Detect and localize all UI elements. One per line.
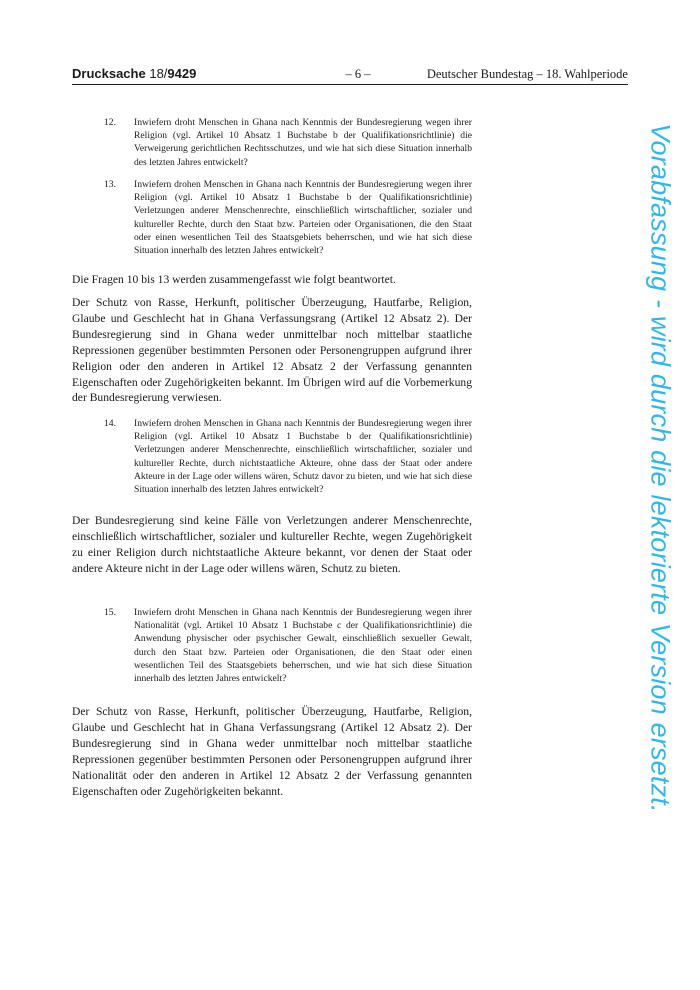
document-id bbox=[72, 66, 196, 81]
publisher: Deutscher Bundestag – 18. Wahlperiode bbox=[426, 67, 628, 81]
page-number: – 6 – bbox=[345, 67, 371, 81]
question-number: 14. bbox=[104, 418, 116, 429]
answer-15: Der Schutz von Rasse, Herkunft, politischer Überzeugung, Hautfarbe, Religion, Glaube und Geschlecht hat in Ghana Verfassungsrang (Artikel 12 Absatz 2). Der Bundesregierung sind in Ghana weder unmittelbar noch mittelbar staatliche Repressionen gegenüber bestimmten Personen oder Personengruppen aufgrund ihrer Nationalität oder den anderen in Artikel 12 Absatz 2 der Verfassung genannten Eigenschaften oder Zugehörigkeiten bekannt. bbox=[72, 705, 472, 798]
question-number: 13. bbox=[104, 179, 116, 190]
answer-10-13: Der Schutz von Rasse, Herkunft, politischer Überzeugung, Hautfarbe, Religion, Glaube und Geschlecht hat in Ghana Verfassungsrang (Artikel 12 Absatz 2). Der Bundesregierung sind in Ghana weder unmittelbar noch mittelbar staatliche Repressionen gegenüber bestimmten Personen oder Personengruppen aufgrund ihrer Religion oder den anderen in Artikel 12 Absatz 2 der Verfassung genannten Eigenschaften oder Zugehörigkeiten bekannt. Im Übrigen wird auf die Vorbemerkung der Bundesregierung verwiesen. bbox=[72, 296, 472, 405]
doc-number-prefix: 18/ bbox=[149, 66, 168, 81]
question-12 bbox=[104, 116, 472, 169]
draft-watermark-text: Vorabfassung - wird durch die lektorierte Version ersetzt. bbox=[645, 123, 676, 813]
question-number: 12. bbox=[104, 117, 116, 128]
question-text: Inwiefern droht Menschen in Ghana nach Kenntnis der Bundesregierung wegen ihrer Nationalität (vgl. Artikel 10 Absatz 1 Buchstabe c der Qualifikationsrichtlinie) die Anwendung physischer oder psychischer Gewalt, einschließlich sexueller Gewalt, durch den Staat bzw. Parteien oder Organisationen, die den Staat oder einen wesentlichen Teil des Staatsgebiets beherrschen, und wie hat sich diese Situation innerhalb des letzten Jahres entwickelt? bbox=[134, 607, 472, 685]
doc-number: 9429 bbox=[167, 66, 197, 81]
answer-14: Der Bundesregierung sind keine Fälle von Verletzungen anderer Menschenrechte, einschließlich wirtschaftlicher, sozialer und kultureller Rechte, wegen Zugehörigkeit zu einer Religion durch nichtstaatliche Akteure bekannt, vor denen der Staat oder andere Akteure nicht in der Lage oder willens wären, Schutz zu bieten. bbox=[72, 514, 472, 575]
question-13 bbox=[104, 178, 472, 257]
question-15 bbox=[104, 606, 472, 685]
question-text: Inwiefern drohen Menschen in Ghana nach Kenntnis der Bundesregierung wegen ihrer Religion (vgl. Artikel 10 Absatz 1 Buchstabe b der Qualifikationsrichtlinie) Verletzungen anderer Menschenrechte, einschließlich wirtschaftlicher, sozialer und kultureller Rechte, durch nichtstaatliche Akteure, ohne dass der Staat oder andere Akteure in der Lage oder willens wären, Schutz davor zu bieten, und wie hat sich diese Situation innerhalb des letzten Jahres entwickelt? bbox=[134, 418, 472, 496]
answer-intro-10-13: Die Fragen 10 bis 13 werden zusammengefasst wie folgt beantwortet. bbox=[72, 273, 396, 286]
question-number: 15. bbox=[104, 607, 116, 618]
page-header bbox=[72, 64, 628, 85]
question-14 bbox=[104, 417, 472, 496]
question-text: Inwiefern drohen Menschen in Ghana nach Kenntnis der Bundesregierung wegen ihrer Religion (vgl. Artikel 10 Absatz 1 Buchstabe b der Qualifikationsrichtlinie) Verletzungen anderer Menschenrechte, einschließlich wirtschaftlicher, sozialer und kultureller Rechte, durch den Staat bzw. Parteien oder Organisationen, die den Staat oder einen wesentlichen Teil des Staatsgebiets beherrschen, und wie hat sich diese Situation innerhalb des letzten Jahres entwickelt? bbox=[134, 179, 472, 257]
doc-label: Drucksache bbox=[72, 66, 146, 81]
question-text: Inwiefern droht Menschen in Ghana nach Kenntnis der Bundesregierung wegen ihrer Religion (vgl. Artikel 10 Absatz 1 Buchstabe b der Qualifikationsrichtlinie) die Verweigerung gerichtlichen Rechtsschutzes, und wie hat sich diese Situation innerhalb des letzten Jahres entwickelt? bbox=[134, 117, 472, 168]
